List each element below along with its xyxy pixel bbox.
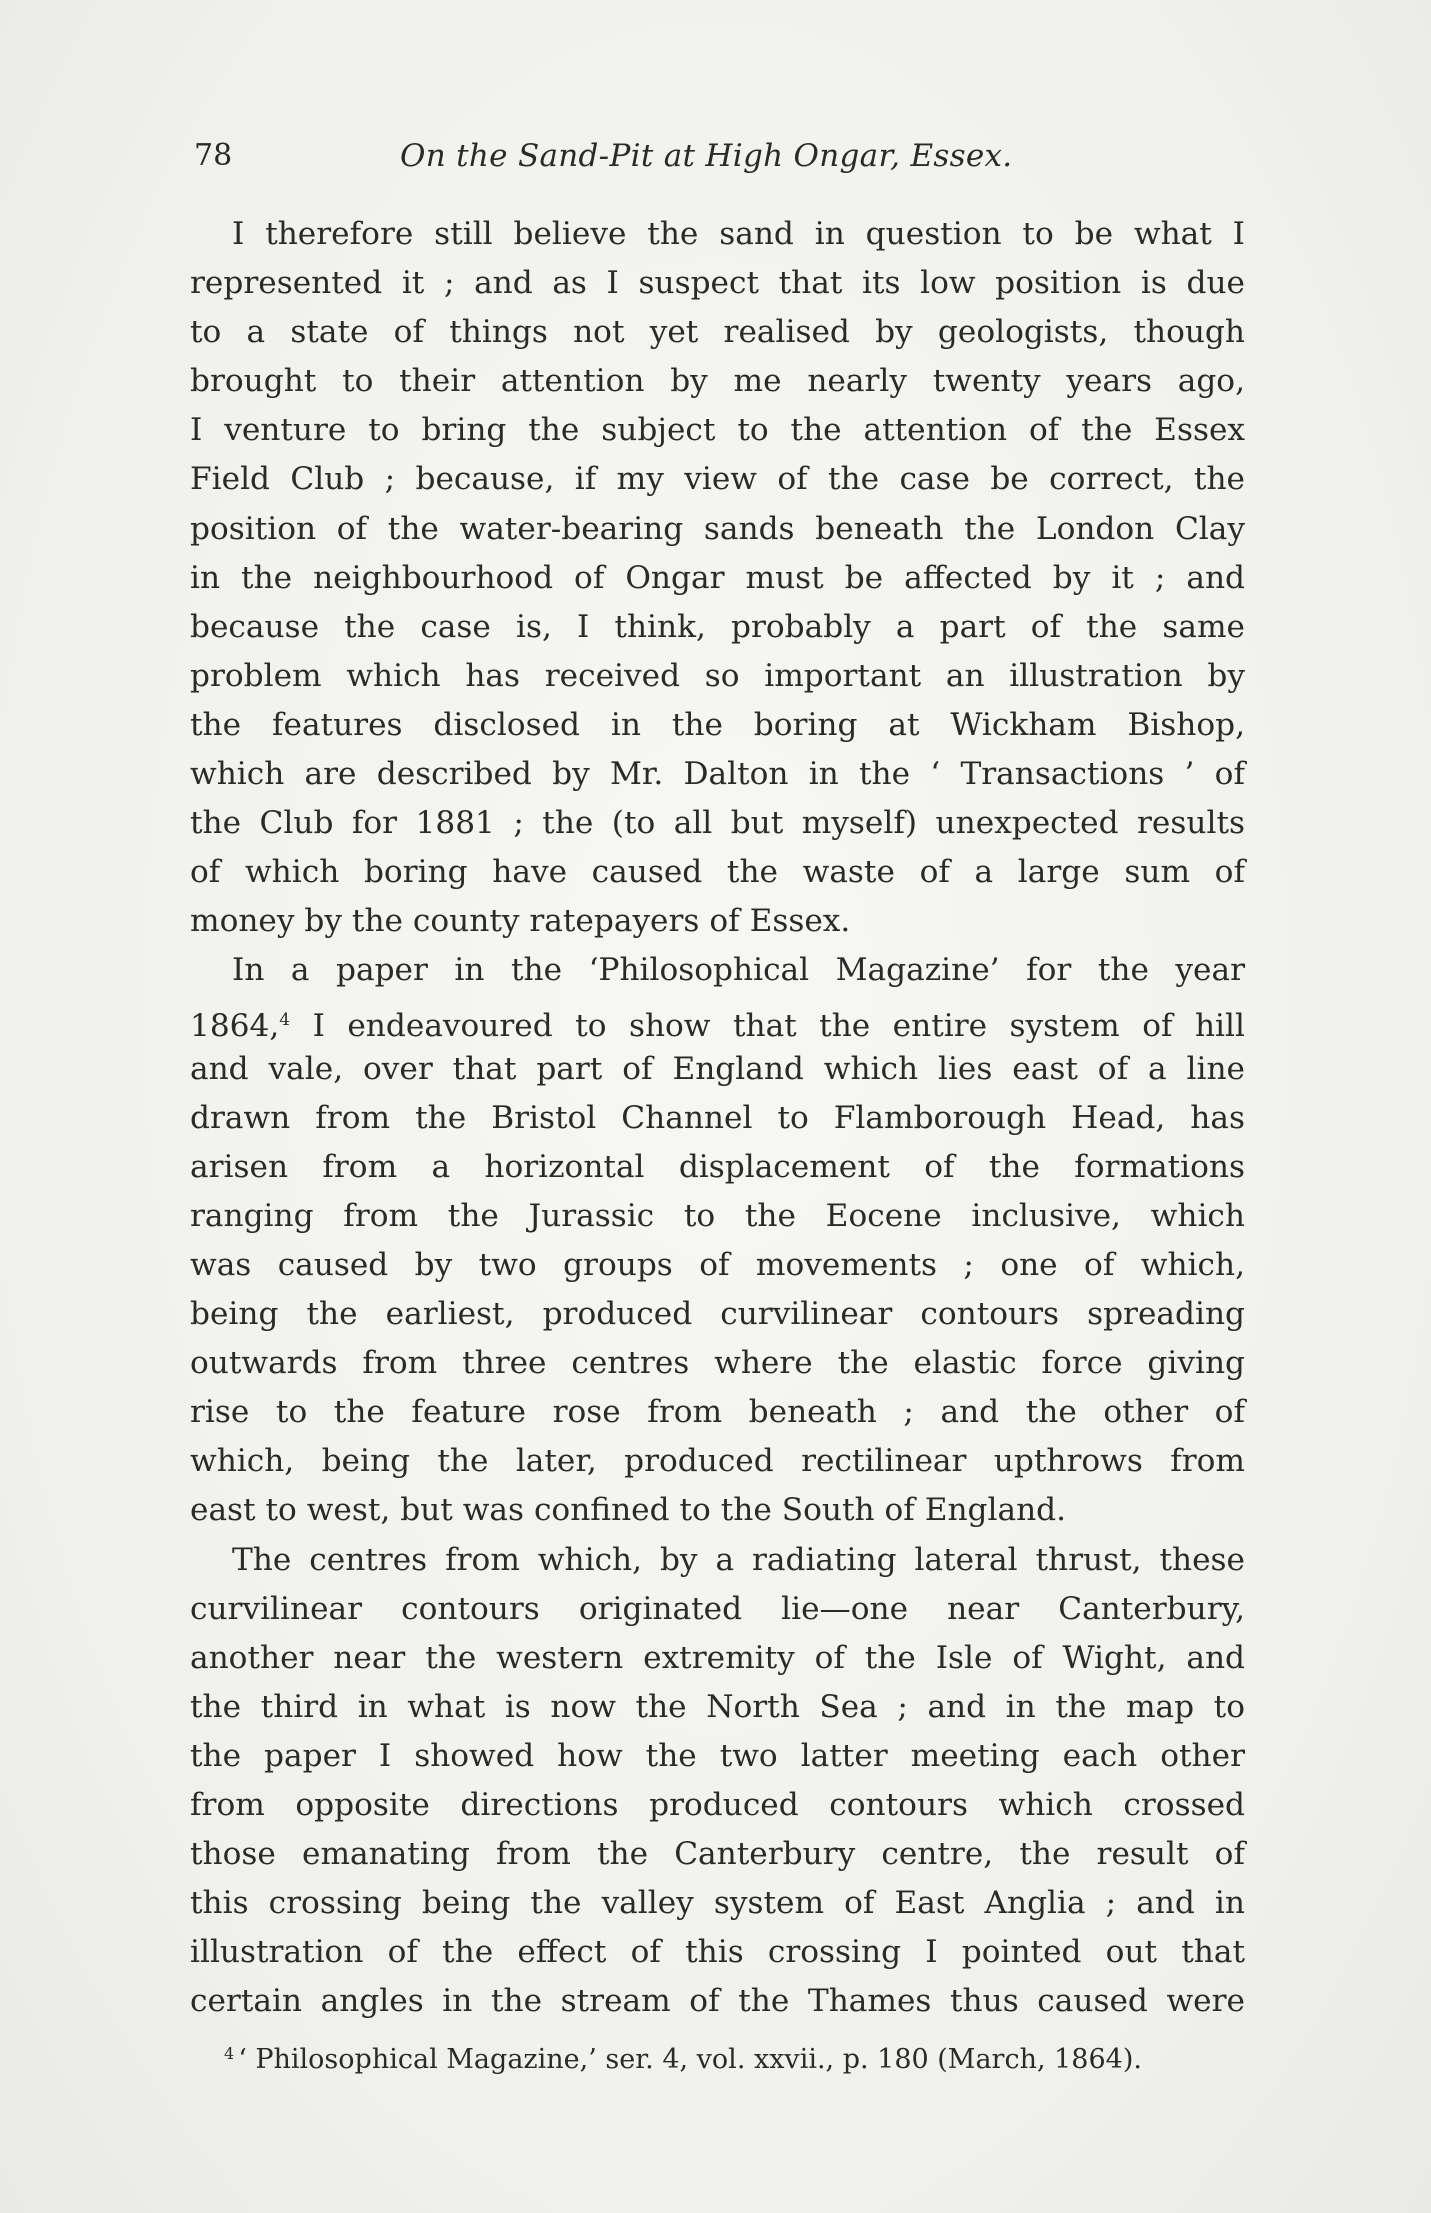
text-line: problem which has received so important an illustration by	[190, 657, 1245, 694]
text-line: being the earliest, produced curvilinear contours spreading	[190, 1296, 1245, 1333]
text-line: The centres from which, by a radiating lateral thrust, these	[232, 1541, 1245, 1578]
text-line: represented it ; and as I suspect that its low position is due	[190, 265, 1245, 302]
body-text	[190, 210, 1245, 2026]
text-line: which are described by Mr. Dalton in the ‘ Transactions ’ of	[190, 756, 1245, 793]
text-line: another near the western extremity of the Isle of Wight, and	[190, 1639, 1245, 1676]
text-line: arisen from a horizontal displacement of the formations	[190, 1148, 1245, 1185]
text-line: rise to the feature rose from beneath ; and the other of	[190, 1394, 1245, 1431]
paragraph-2	[190, 946, 1245, 1535]
text-line: which, being the later, produced rectilinear upthrows from	[190, 1443, 1245, 1480]
text-line: outwards from three centres where the elastic force giving	[190, 1345, 1245, 1382]
footnote-marker: 4	[224, 2044, 235, 2063]
text-line: illustration of the effect of this crossing I pointed out that	[190, 1934, 1245, 1971]
text-line: because the case is, I think, probably a part of the same	[190, 608, 1245, 645]
text-segment: I endeavoured to show that the entire system of hill	[290, 1007, 1245, 1044]
paragraph-1	[190, 210, 1245, 946]
text-line: the paper I showed how the two latter meeting each other	[190, 1737, 1245, 1774]
text-line: the third in what is now the North Sea ; and in the map to	[190, 1688, 1245, 1725]
text-line: money by the county ratepayers of Essex.	[190, 903, 851, 940]
text-line: of which boring have caused the waste of a large sum of	[190, 854, 1245, 891]
text-line: Field Club ; because, if my view of the case be correct, the	[190, 461, 1245, 498]
text-line: In a paper in the ‘Philosophical Magazine’ for the year	[232, 952, 1245, 989]
text-line: ranging from the Jurassic to the Eocene inclusive, which	[190, 1197, 1245, 1234]
text-segment: 1864,	[190, 1007, 280, 1044]
footnote-reference: 4	[279, 1009, 291, 1030]
footnote-text: ‘ Philosophical Magazine,’ ser. 4, vol. xxvii., p. 180 (March, 1864).	[238, 2044, 1142, 2075]
text-line: certain angles in the stream of the Thames thus caused were	[190, 1983, 1245, 2020]
text-line: I therefore still believe the sand in question to be what I	[232, 216, 1245, 252]
text-line: east to west, but was confined to the South of England.	[190, 1492, 1067, 1529]
footnote	[224, 2034, 1142, 2080]
text-line: from opposite directions produced contours which crossed	[190, 1787, 1245, 1823]
text-line: those emanating from the Canterbury centre, the result of	[190, 1836, 1245, 1873]
text-line: and vale, over that part of England which lies east of a line	[190, 1050, 1245, 1087]
page-header	[190, 138, 1245, 188]
text-line-with-footnote	[190, 996, 1245, 1045]
page-number: 78	[194, 138, 233, 173]
text-line: this crossing being the valley system of East Anglia ; and in	[190, 1885, 1245, 1922]
running-title: On the Sand-Pit at High Ongar, Essex.	[400, 138, 1013, 174]
text-line: I venture to bring the subject to the attention of the Essex	[190, 412, 1245, 449]
text-line: the features disclosed in the boring at Wickham Bishop,	[190, 706, 1245, 743]
text-line: in the neighbourhood of Ongar must be affected by it ; and	[190, 559, 1245, 596]
text-line: drawn from the Bristol Channel to Flamborough Head, has	[190, 1099, 1245, 1136]
text-line: the Club for 1881 ; the (to all but myself) unexpected results	[190, 805, 1245, 842]
text-line: was caused by two groups of movements ; one of which,	[190, 1246, 1245, 1283]
paragraph-3	[190, 1536, 1245, 2027]
text-line: curvilinear contours originated lie—one near Canterbury,	[190, 1590, 1245, 1627]
text-line: position of the water-bearing sands beneath the London Clay	[190, 510, 1245, 547]
text-line: brought to their attention by me nearly twenty years ago,	[190, 363, 1245, 400]
text-line: to a state of things not yet realised by geologists, though	[190, 314, 1245, 351]
